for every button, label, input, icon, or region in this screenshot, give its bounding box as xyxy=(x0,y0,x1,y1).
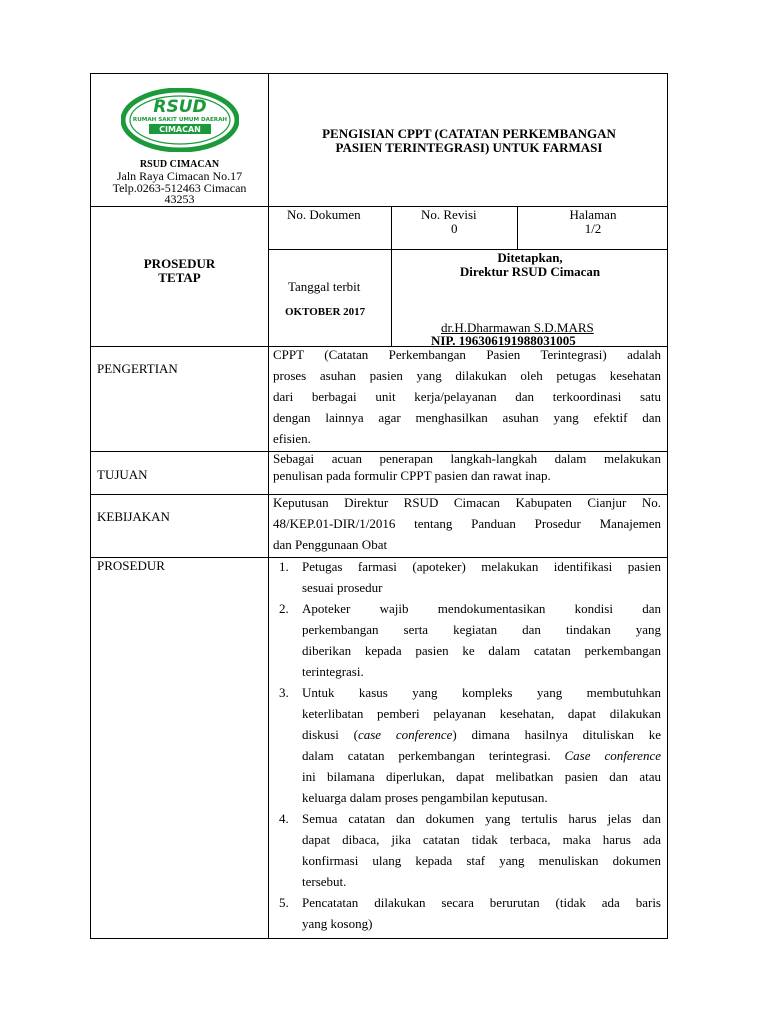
list-item-line: Apoteker wajib mendokumentasikan kondisi dan xyxy=(302,601,661,616)
signer-name: dr.H.Dharmawan S.D.MARS xyxy=(441,320,594,335)
pengertian-line: dari berbagai unit kerja/pelayanan dan terkoordinasi satu xyxy=(273,389,661,404)
halaman-value: 1/2 xyxy=(584,221,602,236)
kebijakan-line: Keputusan Direktur RSUD Cimacan Kabupaten Cianjur No. xyxy=(273,495,661,510)
list-item-line: diberikan kepada pasien ke dalam catatan perkembangan xyxy=(302,643,661,658)
prosedur-list xyxy=(273,556,661,934)
list-item xyxy=(273,892,661,934)
logo-place: CIMACAN xyxy=(159,125,201,134)
pengertian-label: PENGERTIAN xyxy=(97,361,178,376)
tujuan-label: TUJUAN xyxy=(97,467,148,482)
kebijakan-text xyxy=(273,492,661,555)
list-item-line: perkembangan serta kegiatan dan tindakan yang xyxy=(302,622,661,637)
list-item-number: 1. xyxy=(279,559,289,574)
logo-subtitle: RUMAH SAKIT UMUM DAERAH xyxy=(132,117,228,123)
list-item-line: ini bilamana diperlukan, dapat melibatkan pasien dan atau xyxy=(302,769,661,784)
halaman-label: Halaman xyxy=(569,207,617,222)
signer-nip: NIP. 196306191988031005 xyxy=(431,333,576,348)
no-revisi-label: No. Revisi xyxy=(421,207,477,222)
address-line2: Telp.0263-512463 Cimacan xyxy=(112,181,247,195)
sop-document xyxy=(90,73,668,939)
org-name: RSUD CIMACAN xyxy=(139,159,220,170)
list-item xyxy=(273,598,661,682)
address-line1: Jaln Raya Cimacan No.17 xyxy=(116,169,243,183)
prosedur-tetap-label-line2: TETAP xyxy=(158,270,201,285)
list-item-line: yang kosong) xyxy=(302,916,373,931)
rsud-logo xyxy=(121,88,239,152)
prosedur-label: PROSEDUR xyxy=(97,558,165,573)
logo-text: RSUD xyxy=(153,97,207,117)
no-dokumen-label: No. Dokumen xyxy=(287,207,361,222)
list-item-line: sesuai prosedur xyxy=(302,580,383,595)
pengertian-line: CPPT (Catatan Perkembangan Pasien Terintegrasi) adalah xyxy=(273,347,661,362)
list-item-number: 4. xyxy=(279,811,289,826)
list-item-number: 3. xyxy=(279,685,289,700)
col-divider-revisi xyxy=(391,206,392,249)
list-item-line: terintegrasi. xyxy=(302,664,364,679)
prosedur-tetap-label-line1: PROSEDUR xyxy=(143,256,216,271)
list-item-number: 5. xyxy=(279,895,289,910)
list-item-number: 2. xyxy=(279,601,289,616)
list-item-line: dalam catatan perkembangan terintegrasi. Case conference xyxy=(302,748,661,763)
pengertian-line: proses asuhan pasien yang dilakukan oleh petugas kesehatan xyxy=(273,368,661,383)
tanggal-terbit-value: OKTOBER 2017 xyxy=(285,306,366,318)
kebijakan-label: KEBIJAKAN xyxy=(97,509,170,524)
tanggal-terbit-label: Tanggal terbit xyxy=(288,279,361,294)
document-title-line2: PASIEN TERINTEGRASI) UNTUK FARMASI xyxy=(335,140,603,155)
list-item-line: diskusi (case conference) dimana hasilnya dituliskan ke xyxy=(302,727,662,742)
pengertian-line: efisien. xyxy=(273,431,311,446)
kebijakan-line: 48/KEP.01-DIR/1/2016 tentang Panduan Prosedur Manajemen xyxy=(273,516,661,531)
pengertian-text xyxy=(273,344,661,449)
tujuan-text xyxy=(273,450,661,484)
list-item-line: Semua catatan dan dokumen yang tertulis harus jelas dan xyxy=(302,811,661,826)
list-item xyxy=(273,556,661,598)
list-item-line: dapat dibaca, jika catatan tidak terbaca, maka harus ada xyxy=(302,832,661,847)
address-line3: 43253 xyxy=(164,192,195,206)
document-title-line1: PENGISIAN CPPT (CATATAN PERKEMBANGAN xyxy=(322,126,616,141)
list-item-line: konfirmasi ulang kepada staf yang menuliskan dokumen xyxy=(302,853,661,868)
tujuan-line: penulisan pada formulir CPPT pasien dan rawat inap. xyxy=(273,468,551,483)
list-item-line: Untuk kasus yang kompleks yang membutuhkan xyxy=(302,685,661,700)
list-item-line: tersebut. xyxy=(302,874,347,889)
ditetapkan-line1: Ditetapkan, xyxy=(497,250,563,265)
ditetapkan-line2: Direktur RSUD Cimacan xyxy=(459,264,601,279)
list-item-line: Pencatatan dilakukan secara berurutan (tidak ada baris xyxy=(302,895,661,910)
list-item xyxy=(273,808,661,892)
tujuan-line: Sebagai acuan penerapan langkah-langkah dalam melakukan xyxy=(273,451,661,466)
list-item-line: keterlibatan pemberi pelayanan kesehatan, dapat dilakukan xyxy=(302,706,661,721)
pengertian-line: dengan lainnya agar menghasilkan asuhan yang efektif dan xyxy=(273,410,661,425)
list-item-line: Petugas farmasi (apoteker) melakukan identifikasi pasien xyxy=(302,559,661,574)
col-divider xyxy=(268,74,269,939)
list-item-line: keluarga dalam proses pengambilan keputusan. xyxy=(302,790,548,805)
list-item xyxy=(273,682,661,808)
kebijakan-line: dan Penggunaan Obat xyxy=(273,537,388,552)
no-revisi-value: 0 xyxy=(451,221,458,236)
